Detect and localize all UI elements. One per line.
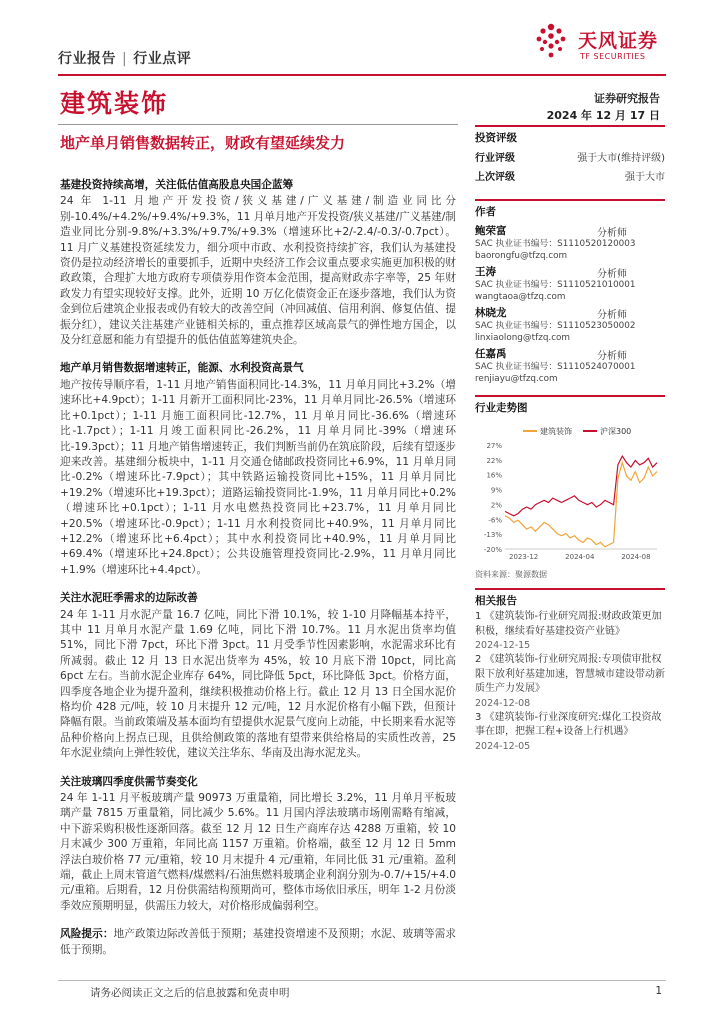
section-body: 24 年 1-11 月水泥产量 16.7 亿吨，同比下滑 10.1%，较 1-10 月降幅基本持平，其中 11 月单月水泥产量 1.69 亿吨，同比下滑 10.7%。11 月水泥出货率均值 51%，同比下滑 7pct，环比下滑 3pct。11 月受季节性因素影响，水泥需求环比有所减弱。截止 12 月 13 日水泥出货率为 45%，较 10 月底下滑 10pct，同比高 6pct 左右。当前水泥企业库存 64%，同比降低 5pct，环比降低 3pct。价格方面，四季度各地企业为提升盈利，继续积极推动价格上行。截止 12 月 13 日全国水泥价格均价 428 元/吨，较 10 月末提升 12 元/吨，12 月水泥价格有小幅下跌，但预计降幅有限。当前政策端及基本面均有望提供水泥景气度向上动能，中长期来看水泥等品种价格向上拐点已现，且供给侧政策的落地有望带来供给格局的实质性改善，25 年水泥业绩向上弹性较优，建议关注华东、华南及出海水泥龙头。: [60, 608, 456, 760]
y-tick-label: 16%: [486, 471, 502, 480]
trend-title: 行业走势图: [475, 402, 528, 414]
related-report-date: 2024-12-05: [475, 740, 531, 752]
title-divider: [58, 124, 458, 125]
section-title: 基建投资持续高增，关注低估值高股息央国企蓝筹: [60, 179, 294, 191]
series-line-industry: [505, 463, 657, 547]
report-headline: 地产单月销售数据转正，财政有望延续发力: [60, 134, 346, 152]
brand-name-en: TF SECURITIES: [580, 52, 646, 61]
report-date: 2024 年 12 月 17 日: [546, 109, 660, 122]
related-title: 相关报告: [475, 595, 517, 607]
related-report-link[interactable]: 1 《建筑装饰-行业研究周报:财政政策更加积极，继续看好基建投资产业链》: [475, 611, 662, 637]
footer-disclaimer[interactable]: 请务必阅读正文之后的信息披露和免责申明: [90, 987, 290, 999]
risk-text: 地产政策边际改善低于预期；基建投资增速不及预期；水泥、玻璃等需求低于预期。: [60, 928, 456, 956]
header-divider: [58, 74, 666, 76]
section-body: 24 年 1-11 月地产开发投资/狭义基建/广义基建/制造业同比分别-10.4%/+4.2%/+9.4%/+9.3%，11 月单月地产开发投资/狭义基建/广义基建/制造业同比分别-9.8%/+3.3%/+9.7%/+9.3%（增速环比+2/-2.4/-0.3/-0.7pct）。11 月广义基建投资延续发力，细分项中市政、水利投资持续扩容，我们认为基建投资仍是拉动经济增长的重要抓手，近期中央经济工作会议重点要求实施更加积极的财政政策，合理扩大地方政府专项债券用作资本金范围，提高财政赤字率等，25 年财政发力有望实现较好支撑。此外，近期 10 万亿化债资金正在逐步落地，我们认为资金到位后建筑企业报表或仍有较大的改善空间（冲回减值、信用利润、修复估值、提振分红），建议关注基建产业链相关标的，重点推荐区域高景气的弹性地方国企，以及分红意愿和能力有望提升的低估值蓝筹建筑央企。: [60, 195, 456, 347]
rating-title: 投资评级: [475, 132, 517, 144]
author-entry: 林晓龙 分析师 SAC 执业证书编号：S1110523050002 linxiaolong@tfzq.com: [475, 303, 665, 344]
y-tick-label: -6%: [488, 516, 502, 525]
related-report-link[interactable]: 2 《建筑装饰-行业研究周报:专项债审批权限下放利好基建加速，智慧城市建设带动新质生产力发展》: [475, 654, 665, 694]
section-body: 地产按传导顺序看，1-11 月地产销售面积同比-14.3%，11 月单月同比+3.2%（增速环比+4.9pct）；1-11 月新开工面积同比-23%，11 月单月同比-26.5%（增速环比+0.1pct）；1-11 月施工面积同比-12.7%，11 月单月同比-36.6%（增速环比-1.7pct）；1-11 月竣工面积同比-26.2%，11 月单月同比-39%（增速环比-19.3pct）；11 月地产销售增速转正，我们判断当前仍在筑底阶段，后续有望逐步迎来改善。基建细分板块中，1-11 月交通仓储邮政投资同比+6.9%，11 月单月同比-0.2%（增速环比-7.9pct）；其中铁路运输投资同比+15%，11 月单月同比+19.2%（增速环比+19.3pct）；道路运输投资同比-1.9%，11 月单月同比+0.2%（增速环比+0.1pct）；1-11 月水电燃热投资同比+23.7%，11 月单月同比+20.5%（增速环比-0.9pct）；1-11 月水利投资同比+40.9%，11 月单月同比+12.2%（增速环比+6.4pct）；其中水利投资同比+40.9%，11 月单月同比+69.4%（增速环比+24.8pct）；公共设施管理投资同比-2.9%，11 月单月同比+1.9%（增速环比+4.4pct）。: [60, 378, 456, 576]
trend-chart: [475, 417, 665, 567]
author-entry: 王涛 分析师 SAC 执业证书编号：S1110521010001 wangtaoa@tfzq.com: [475, 262, 665, 303]
author-entry: 任嘉禹 分析师 SAC 执业证书编号：S1110524070001 renjiayu@tfzq.com: [475, 344, 665, 385]
section-title: 关注水泥旺季需求的边际改善: [60, 592, 198, 605]
main-content: [60, 178, 456, 958]
y-tick-label: -13%: [483, 531, 502, 540]
related-report-link[interactable]: 3 《建筑装饰-行业深度研究:煤化工投资故事在即，把握工程+设备上行机遇》: [475, 711, 662, 737]
related-reports: [475, 610, 665, 754]
y-tick-label: 27%: [486, 442, 502, 450]
trend-chart-svg: [475, 417, 665, 567]
y-tick-label: 22%: [486, 456, 502, 465]
author-email[interactable]: wangtaoa@tfzq.com: [475, 292, 566, 302]
author-email[interactable]: baorongfu@tfzq.com: [475, 251, 568, 261]
chart-source: 资料来源：聚源数据: [475, 570, 547, 579]
x-tick-label: 2024-04: [565, 553, 595, 561]
authors-title: 作者: [475, 206, 496, 218]
risk-warning: [60, 927, 456, 958]
series-line-index: [505, 456, 657, 516]
y-tick-label: 2%: [490, 501, 502, 510]
x-tick-label: 2023-12: [509, 553, 539, 561]
footer-divider: [58, 980, 666, 981]
page-number: 1: [655, 985, 662, 997]
rating-row: 上次评级 强于大市: [475, 172, 665, 183]
report-type: 行业报告 | 行业点评: [58, 51, 192, 67]
author-email[interactable]: linxiaolong@tfzq.com: [475, 333, 571, 343]
y-tick-label: -20%: [483, 546, 502, 554]
related-report-date: 2024-12-15: [475, 640, 531, 651]
section-body: 24 年 1-11 月平板玻璃产量 90973 万重量箱，同比增长 3.2%，11 月单月平板玻璃产量 7815 万重量箱，同比减少 5.6%。11 月国内浮法玻璃市场刚需略有缩减，中下游采购积极性逐渐回落。截至 12 月 12 日生产商库存达 4288 万重箱，较 10 月末减少 300 万重箱，年同比高 1157 万重箱。价格端，截至 12 月 12 日 5mm 浮法白玻价格 77 元/重箱，较 10 月末提升 4 元/重箱，年同比低 31 元/重箱。盈利端，截止上周末管道气燃料/煤燃料/石油焦燃料玻璃企业利润分别为-0.7/+15/+4.0 元/重箱。后期看，12 月份供需结构预期尚可，整体市场依旧承压，明年 1-2 月份淡季效应预期明显，供需压力较大，对价格形成偏弱利空。: [60, 792, 456, 912]
report-kind: 证券研究报告: [594, 92, 660, 105]
brand-name: 天风证券: [578, 30, 659, 52]
section-title: 地产单月销售数据增速转正，能源、水利投资高景气: [60, 362, 304, 375]
author-entry: 鲍荣富 分析师 SAC 执业证书编号：S1110520120003 baorongfu@tfzq.com: [475, 221, 665, 262]
brand-logo: [534, 22, 674, 66]
section-title: 关注玻璃四季度供需节奏变化: [60, 775, 198, 788]
risk-label: 风险提示：: [60, 928, 114, 941]
x-tick-label: 2024-08: [621, 553, 651, 561]
brand-mark-icon: [534, 22, 568, 60]
sector-title: 建筑装饰: [60, 89, 169, 118]
sidebar: [475, 125, 665, 754]
rating-row: 行业评级 强于大市(维持评级): [475, 153, 665, 164]
legend-label-index: 沪深300: [600, 427, 632, 436]
related-report-date: 2024-12-08: [475, 697, 531, 709]
y-tick-label: 9%: [490, 486, 502, 495]
legend-label-industry: 建筑装饰: [540, 427, 572, 436]
author-email[interactable]: renjiayu@tfzq.com: [475, 374, 558, 384]
